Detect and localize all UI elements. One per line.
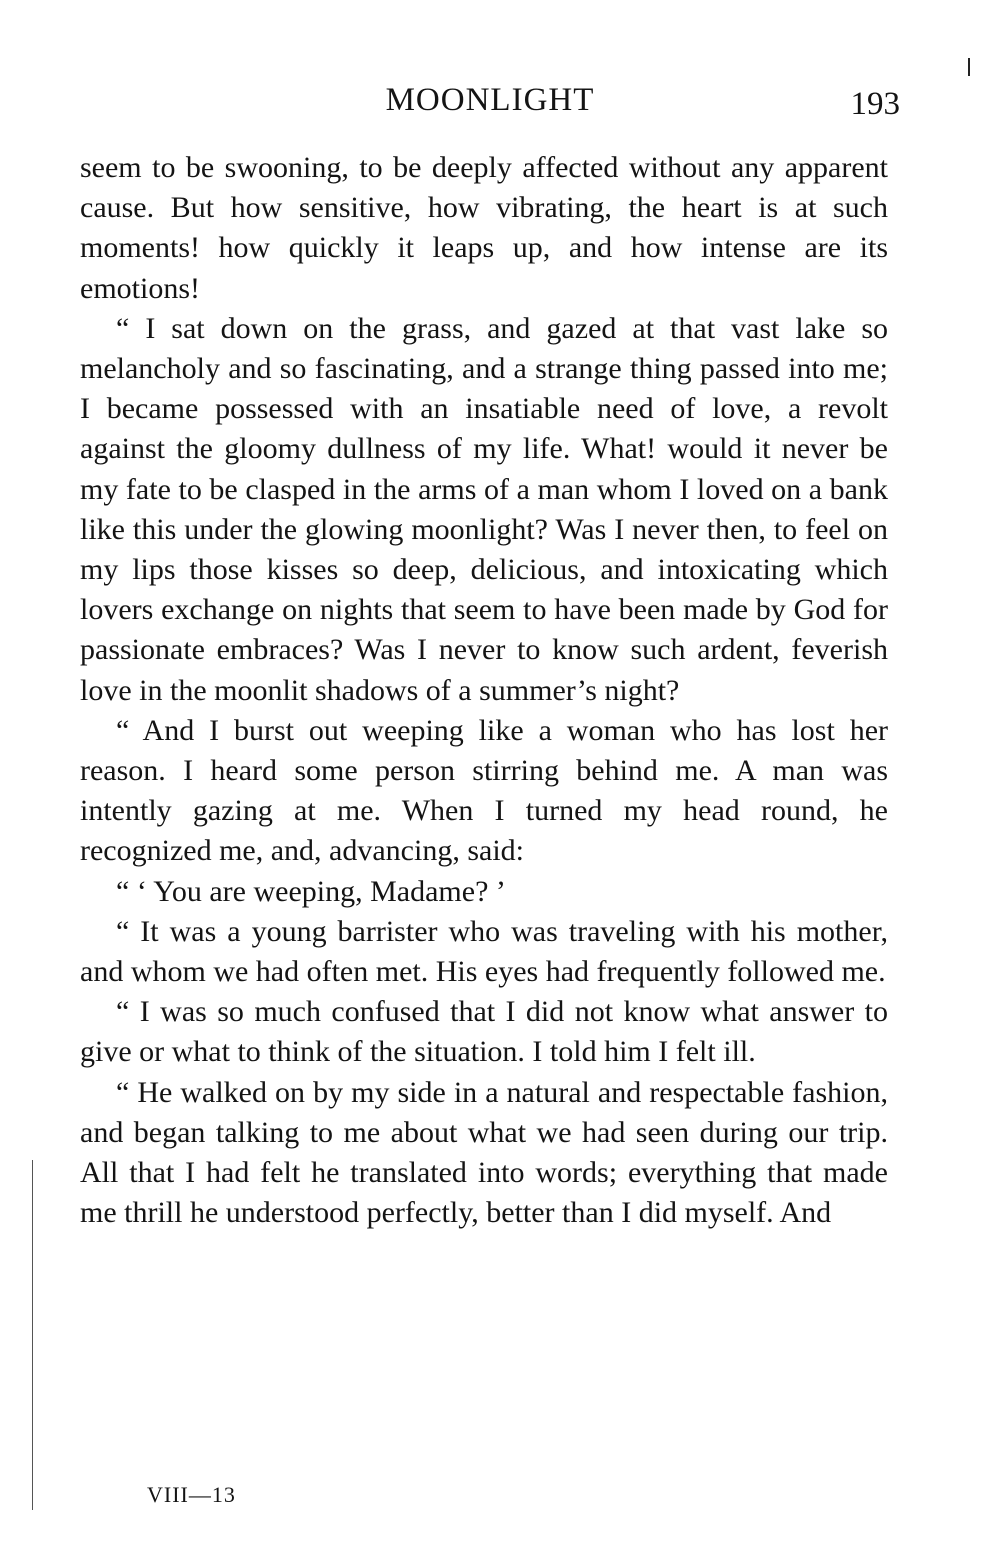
body-text (80, 148, 888, 1233)
paragraph: “ He walked on by my side in a natural and respectable fashion, and began talking to me about what we had seen during our trip. All that I had felt he translated into words; everything that made me thrill he understood perfectly, better than I did myself. And (80, 1075, 888, 1230)
paragraph: “ It was a young barrister who was traveling with his mother, and whom we had often met. His eyes had frequently followed me. (80, 914, 888, 989)
page-number: 193 (850, 86, 900, 122)
paragraph: “ And I burst out weeping like a woman who has lost her reason. I heard some person stirring behind me. A man was intently gazing at me. When I turned my head round, he recognized me, and, advancing, said: (80, 713, 888, 868)
page-header (80, 78, 900, 128)
paragraph: “ I was so much confused that I did not know what answer to give or what to think of the situation. I told him I felt ill. (80, 995, 888, 1069)
paragraph-continued: seem to be swooning, to be deeply affected without any apparent cause. But how sensitive, how vibrating, the heart is at such moments! how quickly it leaps up, and how intense are its emotions! (80, 151, 888, 305)
paragraph: “ I sat down on the grass, and gazed at that vast lake so melancholy and so fascinating, and a strange thing passed into me; I became possessed with an insatiable need of love, a revolt against the gloomy dullness of my life. What! would it never be my fate to be clasped in the arms of a man whom I loved on a bank like this under the glowing moonlight? Was I never then, to feel on my lips those kisses so deep, delicious, and intoxicating which lovers exchange on nights that seem to have been made by God for passionate embraces? Was I never to know such ardent, feverish love in the moonlit shadows of a summer’s night? (80, 311, 888, 707)
scan-edge-mark (968, 58, 970, 76)
scan-margin-line (32, 1160, 33, 1510)
running-title: MOONLIGHT (385, 82, 595, 118)
signature-mark: VIII—13 (147, 1482, 236, 1507)
paragraph: “ ‘ You are weeping, Madame? ’ (116, 874, 506, 908)
